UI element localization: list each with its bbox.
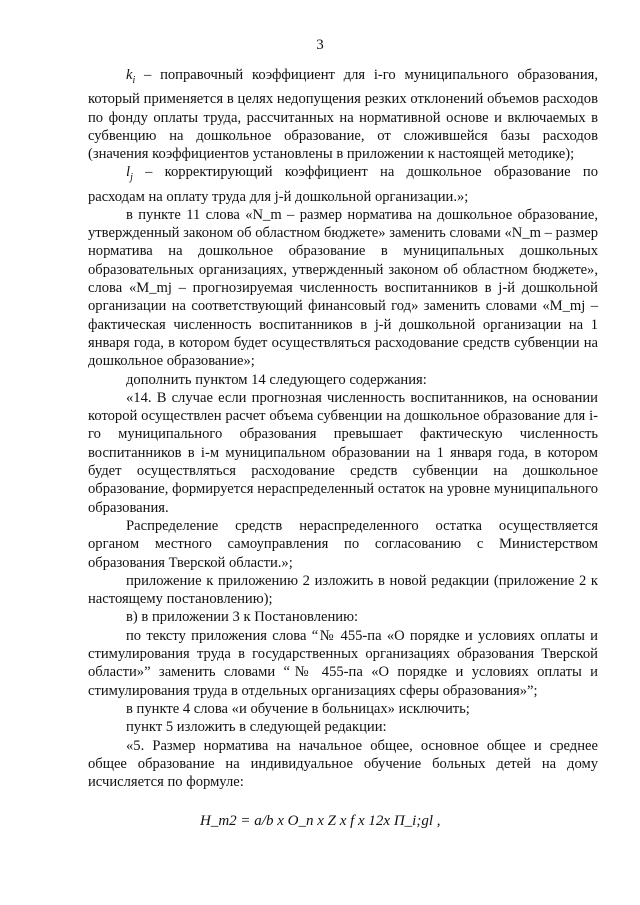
- paragraph-text: дополнить пунктом 14 следующего содержания:: [126, 371, 427, 388]
- variable-subscript: i: [132, 74, 136, 86]
- paragraph: [88, 737, 598, 792]
- paragraph-text: в) в приложении 3 к Постановлению:: [126, 609, 359, 626]
- paragraph-text: пункт 5 изложить в следующей редакции:: [126, 719, 387, 736]
- paragraph: [88, 66, 598, 163]
- paragraph: [88, 700, 598, 718]
- formula: [200, 812, 441, 830]
- paragraph: [88, 572, 598, 609]
- formula-text: H_m2 = a/b x O_n x Z x f x 12x П_i;gl ,: [200, 813, 441, 829]
- paragraph-text: Распределение средств нераспределенного остатка осуществляется органом местного самоуправления по согласованию с Министерством образования Тверской области.»;: [88, 517, 598, 571]
- paragraph-text: приложение к приложению 2 изложить в новой редакции (приложение 2 к настоящему постановлению);: [88, 572, 598, 608]
- page-number: 3: [316, 37, 324, 53]
- paragraph: [88, 608, 598, 626]
- variable-symbol: $k_i$: [126, 67, 136, 86]
- paragraph-text: «14. В случае если прогнозная численность воспитанников, на основании которой осуществлен расчет объема субвенции на дошкольное образование для i-го муниципального образования превышает фактическую численность воспитанников в i-м муниципальном образовании на 1 января года, в котором будет осуществляться расходование средств субвенции на дошкольное образование, формируется нераспределенный остаток на уровне муниципального образования.: [88, 389, 598, 516]
- document-body: [88, 66, 598, 791]
- paragraph-text: в пункте 11 слова «N_m – размер норматива на дошкольное образование, утвержденный законом об областном бюджете» заменить словами «N_m – размер норматива на дошкольное образование в муниципальных дошкольных образовательных организациях, утвержденный законом об областном бюджете», слова «M_mj – прогнозируемая численность воспитанников в j-й дошкольной организации на соответствующий финансовый год» заменить словами «M_mj – фактическая численность воспитанников в j-й дошкольной организации на 1 января года, в котором будет осуществляться расходование средств субвенции на дошкольное образование»;: [88, 206, 598, 370]
- paragraph: [88, 389, 598, 517]
- paragraph-text: по тексту приложения слова “№ 455-па «О порядке и условиях оплаты и стимулирования труда в государственных организациях образования Тверской области»” заменить словами “№ 455-па «О порядке и условиях оплаты и стимулирования труда в отдельных организациях сферы образования»”;: [88, 627, 598, 699]
- paragraph-text: «5. Размер норматива на начальное общее, основное общее и среднее общее образование на индивидуальное обучение больных детей на дому исчисляется по формуле:: [88, 737, 598, 791]
- paragraph: [88, 627, 598, 700]
- paragraph-text: – поправочный коэффициент для i-го муниципального образования, который применяется в целях недопущения резких отклонений объемов расходов по фонду оплаты труда, рассчитанных на нормативной основе и включаемых в субвенцию на дошкольное образование, от сложившейся базы расходов (значения коэффициентов установлены в приложении к настоящей методике);: [88, 67, 598, 163]
- variable-subscript: j: [130, 172, 133, 184]
- variable-symbol: $l_j$: [126, 164, 133, 184]
- paragraph: [88, 371, 598, 389]
- paragraph-text: – корректирующий коэффициент на дошкольное образование по расходам на оплату труда для j-й дошкольной организации.»;: [88, 164, 598, 205]
- paragraph: [88, 206, 598, 371]
- paragraph: [88, 163, 598, 206]
- paragraph-text: в пункте 4 слова «и обучение в больницах» исключить;: [126, 700, 470, 717]
- paragraph: [88, 517, 598, 572]
- paragraph: [88, 718, 598, 736]
